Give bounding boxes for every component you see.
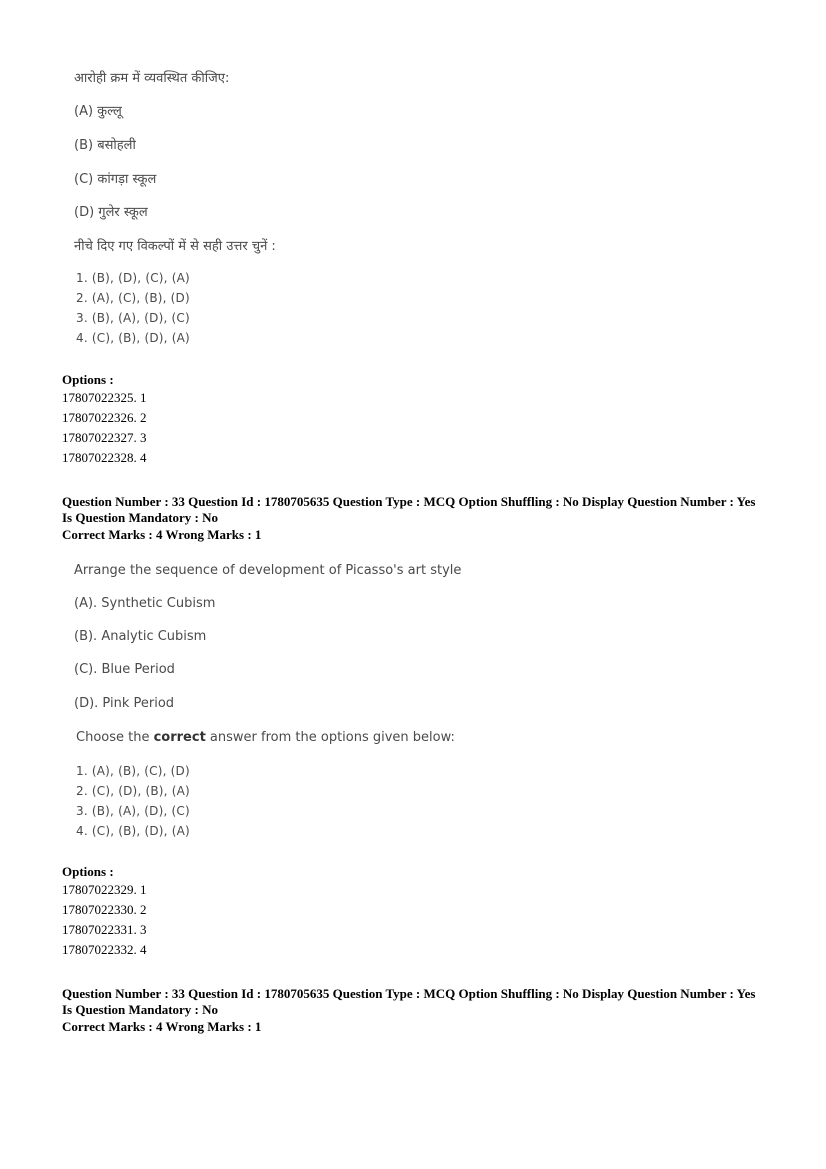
question-text: आरोही क्रम में व्यवस्थित कीजिए: xyxy=(74,71,230,86)
answer-choice-1: 1. (A), (B), (C), (D) xyxy=(76,764,190,778)
instruction-text: answer from the options given below: xyxy=(205,730,455,745)
answer-choice-4: 4. (C), (B), (D), (A) xyxy=(76,331,190,345)
marks-line: Correct Marks : 4 Wrong Marks : 1 xyxy=(62,527,262,542)
options-label: Options : xyxy=(62,372,114,387)
question-item-d: (D) गुलेर स्कूल xyxy=(74,205,148,220)
options-list xyxy=(62,388,147,468)
question-item-b: (B) बसोहली xyxy=(74,138,136,153)
answer-choice-2: 2. (C), (D), (B), (A) xyxy=(76,784,190,798)
marks-line: Correct Marks : 4 Wrong Marks : 1 xyxy=(62,1019,262,1034)
question-instruction: नीचे दिए गए विकल्पों में से सही उत्तर चुनें : xyxy=(74,239,276,254)
question-mandatory-line: Is Question Mandatory : No xyxy=(62,1002,219,1017)
option-id: 17807022332. 4 xyxy=(62,942,147,957)
option-id: 17807022325. 1 xyxy=(62,390,147,405)
answer-choice-3: 3. (B), (A), (D), (C) xyxy=(76,804,190,818)
question-item-c: (C) कांगड़ा स्कूल xyxy=(74,172,157,187)
option-id: 17807022330. 2 xyxy=(62,902,147,917)
options-label: Options : xyxy=(62,864,114,879)
option-id: 17807022328. 4 xyxy=(62,450,147,465)
question-item-c: (C). Blue Period xyxy=(74,662,175,677)
question-instruction xyxy=(76,730,455,745)
question-item-a: (A) कुल्लू xyxy=(74,104,122,119)
option-id: 17807022327. 3 xyxy=(62,430,147,445)
question-item-b: (B). Analytic Cubism xyxy=(74,629,207,644)
instruction-text: Choose the xyxy=(76,730,154,745)
answer-choice-1: 1. (B), (D), (C), (A) xyxy=(76,271,190,285)
question-mandatory-line: Is Question Mandatory : No xyxy=(62,510,219,525)
question-meta-line: Question Number : 33 Question Id : 1780705635 Question Type : MCQ Option Shuffling : No Display Question Number : Yes xyxy=(62,494,756,509)
question-meta-line: Question Number : 33 Question Id : 1780705635 Question Type : MCQ Option Shuffling : No Display Question Number : Yes xyxy=(62,986,756,1001)
answer-choice-2: 2. (A), (C), (B), (D) xyxy=(76,291,190,305)
option-id: 17807022331. 3 xyxy=(62,922,147,937)
question-text: Arrange the sequence of development of Picasso's art style xyxy=(74,563,462,578)
options-list xyxy=(62,880,147,960)
answer-choice-4: 4. (C), (B), (D), (A) xyxy=(76,824,190,838)
answer-choice-3: 3. (B), (A), (D), (C) xyxy=(76,311,190,325)
option-id: 17807022326. 2 xyxy=(62,410,147,425)
option-id: 17807022329. 1 xyxy=(62,882,147,897)
instruction-emphasis: correct xyxy=(153,730,206,745)
question-item-a: (A). Synthetic Cubism xyxy=(74,596,216,611)
question-item-d: (D). Pink Period xyxy=(74,696,175,711)
